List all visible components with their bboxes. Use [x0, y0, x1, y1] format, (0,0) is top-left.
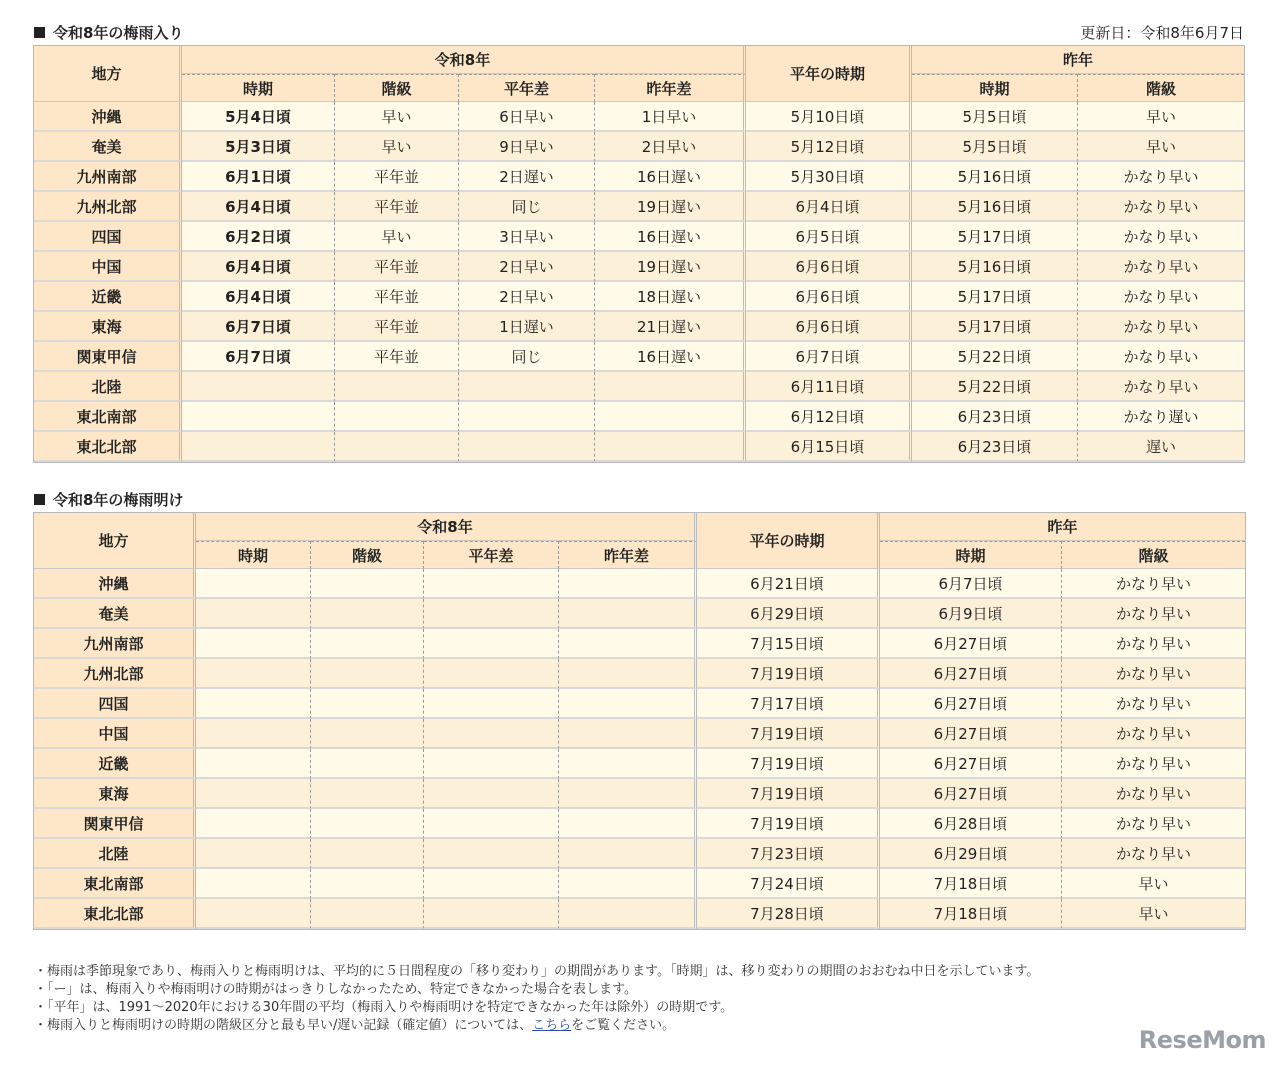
table-row [34, 162, 1244, 192]
period-cell [196, 659, 311, 689]
normal-diff-cell [424, 629, 559, 659]
period-cell: 6月1日頃 [182, 162, 335, 192]
normal-diff-cell: 3日早い [459, 222, 595, 252]
normal-diff-cell: 同じ [459, 192, 595, 222]
period-cell: 6月2日頃 [182, 222, 335, 252]
normal-diff-cell [424, 719, 559, 749]
ly-grade-cell: かなり早い [1062, 689, 1245, 719]
ly-grade-cell: かなり早い [1062, 719, 1245, 749]
table-row [34, 192, 1244, 222]
region-cell: 北陸 [34, 372, 182, 402]
normal-period-cell: 6月12日頃 [746, 402, 912, 432]
normal-diff-cell [424, 749, 559, 779]
ly-grade-cell: かなり早い [1078, 372, 1244, 402]
period-cell: 6月4日頃 [182, 282, 335, 312]
normal-diff-cell: 同じ [459, 342, 595, 372]
ly-period-cell: 7月18日頃 [880, 869, 1062, 899]
normal-period-cell: 5月30日頃 [746, 162, 912, 192]
ly-period-cell: 5月16日頃 [912, 252, 1078, 282]
period-cell [196, 899, 311, 929]
period-cell [196, 809, 311, 839]
ly-period-cell: 5月22日頃 [912, 342, 1078, 372]
grade-cell: 平年並 [335, 252, 459, 282]
table-row [34, 282, 1244, 312]
ly-period-cell: 5月22日頃 [912, 372, 1078, 402]
table-row [34, 599, 1245, 629]
last-year-diff-cell: 19日遅い [595, 192, 746, 222]
note-line: ・「平年」は、1991～2020年における30年間の平均（梅雨入りや梅雨明けを特定できなかった年は除外）の時期です。 [34, 1000, 734, 1015]
header-ly-period: 時期 [880, 541, 1062, 569]
ly-period-cell: 6月27日頃 [880, 749, 1062, 779]
exit-section-title: 令和8年の梅雨明け [34, 489, 183, 510]
period-cell [182, 402, 335, 432]
ly-grade-cell: 早い [1078, 102, 1244, 132]
ly-grade-cell: かなり早い [1062, 839, 1245, 869]
resemom-logo: ReseMom [1138, 1026, 1266, 1054]
square-bullet-icon [34, 27, 45, 38]
ly-period-cell: 5月16日頃 [912, 162, 1078, 192]
normal-diff-cell: 2日早い [459, 282, 595, 312]
note-line: ・「ー」は、梅雨入りや梅雨明けの時期がはっきりしなかったため、特定できなかった場合を表します。 [34, 982, 637, 997]
normal-diff-cell [424, 869, 559, 899]
header-last-year-diff: 昨年差 [559, 541, 697, 569]
last-year-diff-cell [559, 689, 697, 719]
header-normal-period: 平年の時期 [746, 46, 912, 102]
ly-grade-cell: かなり早い [1062, 599, 1245, 629]
grade-cell [311, 899, 424, 929]
header-region: 地方 [34, 513, 196, 569]
last-year-diff-cell [559, 899, 697, 929]
period-cell [196, 869, 311, 899]
grade-cell: 平年並 [335, 282, 459, 312]
region-cell: 中国 [34, 719, 196, 749]
region-cell: 九州南部 [34, 162, 182, 192]
ly-period-cell: 5月17日頃 [912, 222, 1078, 252]
period-cell [196, 599, 311, 629]
header-period: 時期 [196, 541, 311, 569]
header-grade: 階級 [335, 74, 459, 102]
ly-period-cell: 6月27日頃 [880, 719, 1062, 749]
region-cell: 九州北部 [34, 192, 182, 222]
normal-diff-cell [424, 899, 559, 929]
last-year-diff-cell: 16日遅い [595, 162, 746, 192]
header-last-year: 昨年 [880, 513, 1245, 541]
header-region: 地方 [34, 46, 182, 102]
grade-cell: 早い [335, 132, 459, 162]
header-grade: 階級 [311, 541, 424, 569]
last-year-diff-cell: 2日早い [595, 132, 746, 162]
grade-cell [335, 372, 459, 402]
ly-grade-cell: かなり早い [1062, 809, 1245, 839]
ly-grade-cell: かなり早い [1078, 192, 1244, 222]
period-cell [196, 749, 311, 779]
exit-table [33, 512, 1246, 930]
normal-period-cell: 5月12日頃 [746, 132, 912, 162]
grade-cell: 平年並 [335, 192, 459, 222]
grade-cell [311, 569, 424, 599]
note-line: ・梅雨入りと梅雨明けの時期の階級区分と最も早い/遅い記録（確定値）については、こちらをご覧ください。 [34, 1018, 676, 1033]
last-year-diff-cell [559, 749, 697, 779]
table-row [34, 689, 1245, 719]
ly-grade-cell: 早い [1062, 869, 1245, 899]
grade-cell [311, 689, 424, 719]
region-cell: 四国 [34, 689, 196, 719]
grade-cell: 平年並 [335, 312, 459, 342]
table-row [34, 252, 1244, 282]
table-row [34, 869, 1245, 899]
square-bullet-icon [34, 494, 45, 505]
normal-diff-cell: 2日早い [459, 252, 595, 282]
normal-period-cell: 7月23日頃 [697, 839, 880, 869]
grade-cell [335, 402, 459, 432]
normal-period-cell: 7月19日頃 [697, 779, 880, 809]
last-year-diff-cell [559, 569, 697, 599]
normal-diff-cell [424, 689, 559, 719]
last-year-diff-cell [559, 599, 697, 629]
ly-period-cell: 6月7日頃 [880, 569, 1062, 599]
normal-period-cell: 6月6日頃 [746, 252, 912, 282]
grade-cell: 早い [335, 222, 459, 252]
header-normal-diff: 平年差 [424, 541, 559, 569]
table-row [34, 402, 1244, 432]
ly-grade-cell: かなり遅い [1078, 402, 1244, 432]
region-cell: 東北南部 [34, 402, 182, 432]
period-cell [196, 569, 311, 599]
table-row [34, 629, 1245, 659]
normal-period-cell: 6月7日頃 [746, 342, 912, 372]
region-cell: 東海 [34, 779, 196, 809]
normal-diff-cell [424, 839, 559, 869]
last-year-diff-cell: 16日遅い [595, 342, 746, 372]
ly-grade-cell: 遅い [1078, 432, 1244, 462]
header-period: 時期 [182, 74, 335, 102]
ly-grade-cell: かなり早い [1062, 569, 1245, 599]
region-cell: 中国 [34, 252, 182, 282]
ly-period-cell: 6月27日頃 [880, 629, 1062, 659]
last-year-diff-cell [595, 372, 746, 402]
grade-cell [311, 809, 424, 839]
ly-period-cell: 6月29日頃 [880, 839, 1062, 869]
region-cell: 北陸 [34, 839, 196, 869]
region-cell: 近畿 [34, 749, 196, 779]
normal-period-cell: 7月15日頃 [697, 629, 880, 659]
normal-period-cell: 6月11日頃 [746, 372, 912, 402]
header-ly-grade: 階級 [1062, 541, 1245, 569]
table-row [34, 779, 1245, 809]
header-ly-period: 時期 [912, 74, 1078, 102]
ly-period-cell: 5月5日頃 [912, 132, 1078, 162]
grade-cell [311, 839, 424, 869]
ly-period-cell: 6月28日頃 [880, 809, 1062, 839]
period-cell [196, 689, 311, 719]
table-row [34, 222, 1244, 252]
grade-cell: 平年並 [335, 162, 459, 192]
normal-diff-cell: 6日早い [459, 102, 595, 132]
header-last-year-diff: 昨年差 [595, 74, 746, 102]
normal-period-cell: 7月17日頃 [697, 689, 880, 719]
grade-cell [311, 749, 424, 779]
region-cell: 東海 [34, 312, 182, 342]
ly-grade-cell: かなり早い [1062, 749, 1245, 779]
header-ly-grade: 階級 [1078, 74, 1244, 102]
region-cell: 東北北部 [34, 899, 196, 929]
normal-diff-cell [459, 372, 595, 402]
grade-cell [311, 779, 424, 809]
ly-grade-cell: 早い [1078, 132, 1244, 162]
last-year-diff-cell [595, 432, 746, 462]
ly-period-cell: 6月23日頃 [912, 402, 1078, 432]
note-line: ・梅雨は季節現象であり、梅雨入りと梅雨明けは、平均的に５日間程度の「移り変わり」の期間があります。「時期」は、移り変わりの期間のおおむね中日を示しています。 [34, 964, 1040, 979]
normal-period-cell: 6月6日頃 [746, 282, 912, 312]
table-row [34, 719, 1245, 749]
normal-period-cell: 6月5日頃 [746, 222, 912, 252]
period-cell: 6月7日頃 [182, 312, 335, 342]
period-cell: 6月4日頃 [182, 252, 335, 282]
period-cell [196, 779, 311, 809]
table-row [34, 342, 1244, 372]
last-year-diff-cell [559, 839, 697, 869]
last-year-diff-cell [595, 402, 746, 432]
table-row [34, 899, 1245, 929]
ly-grade-cell: 早い [1062, 899, 1245, 929]
ly-grade-cell: かなり早い [1078, 342, 1244, 372]
normal-diff-cell [424, 779, 559, 809]
last-year-diff-cell [559, 719, 697, 749]
table-row [34, 809, 1245, 839]
header-current-year: 令和8年 [196, 513, 697, 541]
last-year-diff-cell: 18日遅い [595, 282, 746, 312]
ly-period-cell: 6月9日頃 [880, 599, 1062, 629]
ly-grade-cell: かなり早い [1078, 312, 1244, 342]
region-cell: 四国 [34, 222, 182, 252]
ly-period-cell: 6月23日頃 [912, 432, 1078, 462]
normal-period-cell: 7月19日頃 [697, 719, 880, 749]
ly-period-cell: 6月27日頃 [880, 779, 1062, 809]
last-year-diff-cell: 1日早い [595, 102, 746, 132]
period-cell: 6月4日頃 [182, 192, 335, 222]
normal-diff-cell [424, 659, 559, 689]
table-row [34, 312, 1244, 342]
last-year-diff-cell [559, 809, 697, 839]
period-cell [196, 629, 311, 659]
normal-diff-cell [459, 432, 595, 462]
ly-period-cell: 5月17日頃 [912, 312, 1078, 342]
entry-table [33, 45, 1245, 463]
normal-period-cell: 6月21日頃 [697, 569, 880, 599]
grade-cell: 平年並 [335, 342, 459, 372]
ly-period-cell: 6月27日頃 [880, 689, 1062, 719]
table-row [34, 372, 1244, 402]
normal-diff-cell: 1日遅い [459, 312, 595, 342]
last-year-diff-cell: 16日遅い [595, 222, 746, 252]
normal-period-cell: 7月19日頃 [697, 659, 880, 689]
period-cell [182, 432, 335, 462]
ly-period-cell: 7月18日頃 [880, 899, 1062, 929]
grade-cell [311, 599, 424, 629]
classification-link[interactable]: こちら [532, 1018, 572, 1033]
last-year-diff-cell: 21日遅い [595, 312, 746, 342]
normal-period-cell: 6月29日頃 [697, 599, 880, 629]
header-current-year: 令和8年 [182, 46, 746, 74]
grade-cell [311, 629, 424, 659]
table-row [34, 839, 1245, 869]
region-cell: 沖縄 [34, 102, 182, 132]
region-cell: 沖縄 [34, 569, 196, 599]
region-cell: 東北南部 [34, 869, 196, 899]
period-cell: 5月4日頃 [182, 102, 335, 132]
update-date: 更新日：令和8年6月7日 [1080, 24, 1244, 42]
normal-diff-cell [424, 599, 559, 629]
table-row [34, 432, 1244, 462]
last-year-diff-cell: 19日遅い [595, 252, 746, 282]
region-cell: 近畿 [34, 282, 182, 312]
grade-cell [311, 659, 424, 689]
last-year-diff-cell [559, 779, 697, 809]
ly-grade-cell: かなり早い [1078, 252, 1244, 282]
ly-period-cell: 6月27日頃 [880, 659, 1062, 689]
normal-diff-cell: 2日遅い [459, 162, 595, 192]
period-cell [182, 372, 335, 402]
entry-section-title: 令和8年の梅雨入り [34, 22, 183, 43]
header-normal-diff: 平年差 [459, 74, 595, 102]
ly-period-cell: 5月16日頃 [912, 192, 1078, 222]
region-cell: 奄美 [34, 132, 182, 162]
header-last-year: 昨年 [912, 46, 1244, 74]
period-cell: 6月7日頃 [182, 342, 335, 372]
last-year-diff-cell [559, 659, 697, 689]
normal-diff-cell [424, 809, 559, 839]
normal-period-cell: 7月19日頃 [697, 809, 880, 839]
normal-period-cell: 6月15日頃 [746, 432, 912, 462]
period-cell [196, 719, 311, 749]
region-cell: 九州北部 [34, 659, 196, 689]
region-cell: 奄美 [34, 599, 196, 629]
table-row [34, 749, 1245, 779]
last-year-diff-cell [559, 629, 697, 659]
region-cell: 東北北部 [34, 432, 182, 462]
normal-period-cell: 5月10日頃 [746, 102, 912, 132]
normal-period-cell: 6月6日頃 [746, 312, 912, 342]
notes [34, 963, 1039, 1035]
last-year-diff-cell [559, 869, 697, 899]
table-row [34, 659, 1245, 689]
normal-period-cell: 7月24日頃 [697, 869, 880, 899]
table-row [34, 569, 1245, 599]
normal-diff-cell [459, 402, 595, 432]
ly-grade-cell: かなり早い [1078, 282, 1244, 312]
table-row [34, 102, 1244, 132]
grade-cell [311, 869, 424, 899]
normal-diff-cell: 9日早い [459, 132, 595, 162]
region-cell: 関東甲信 [34, 809, 196, 839]
normal-period-cell: 7月19日頃 [697, 749, 880, 779]
normal-diff-cell [424, 569, 559, 599]
period-cell [196, 839, 311, 869]
normal-period-cell: 6月4日頃 [746, 192, 912, 222]
ly-period-cell: 5月5日頃 [912, 102, 1078, 132]
ly-grade-cell: かなり早い [1078, 162, 1244, 192]
ly-grade-cell: かなり早い [1062, 779, 1245, 809]
ly-period-cell: 5月17日頃 [912, 282, 1078, 312]
grade-cell [311, 719, 424, 749]
period-cell: 5月3日頃 [182, 132, 335, 162]
region-cell: 関東甲信 [34, 342, 182, 372]
ly-grade-cell: かなり早い [1062, 659, 1245, 689]
ly-grade-cell: かなり早い [1078, 222, 1244, 252]
header-normal-period: 平年の時期 [697, 513, 880, 569]
normal-period-cell: 7月28日頃 [697, 899, 880, 929]
table-row [34, 132, 1244, 162]
grade-cell: 早い [335, 102, 459, 132]
grade-cell [335, 432, 459, 462]
ly-grade-cell: かなり早い [1062, 629, 1245, 659]
region-cell: 九州南部 [34, 629, 196, 659]
